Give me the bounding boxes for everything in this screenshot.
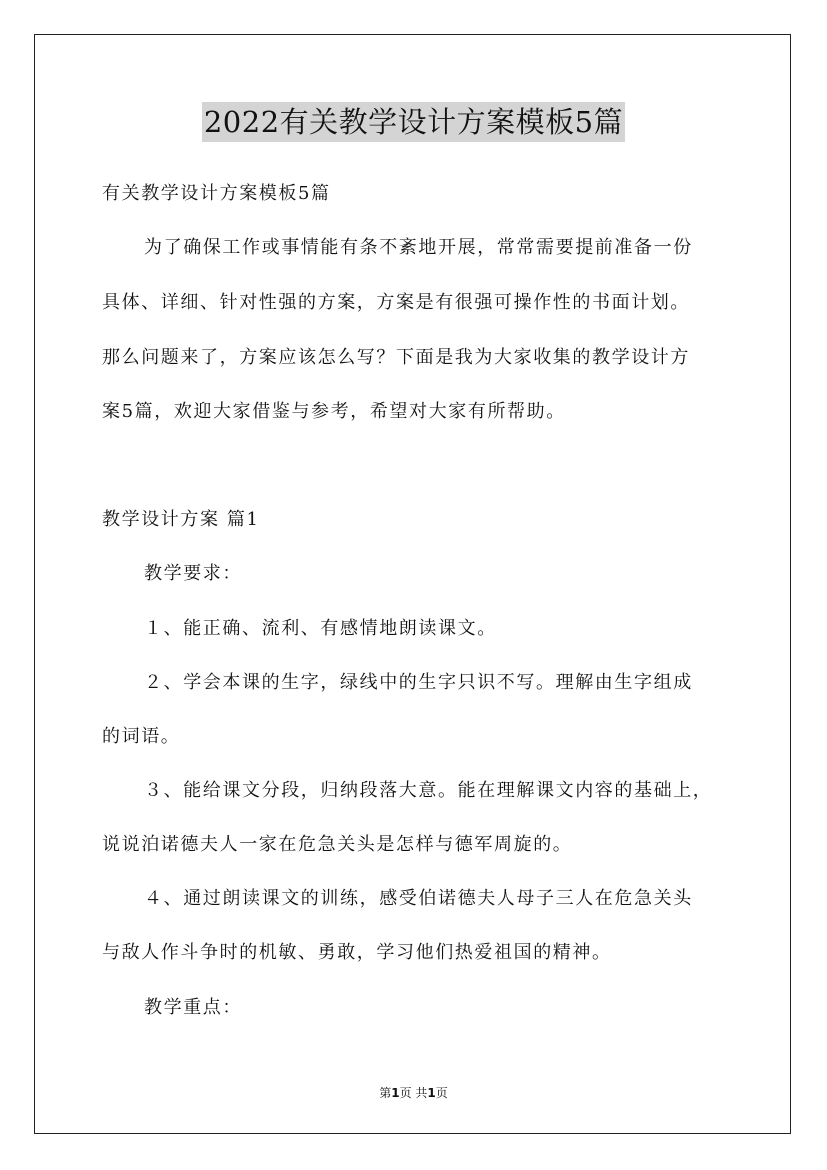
title-wrap xyxy=(0,102,827,142)
footer-page-total: 1 xyxy=(427,1086,436,1100)
document-title: 2022有关教学设计方案模板5篇 xyxy=(202,102,625,142)
requirement-4-cont: 与敌人作斗争时的机敏、勇敢，学习他们热爱祖国的精神。 xyxy=(102,942,612,963)
requirement-2-cont: 的词语。 xyxy=(102,726,181,747)
footer-page-mid: 页 共 xyxy=(399,1086,428,1100)
requirement-1: １、能正确、流利、有感情地朗读课文。 xyxy=(144,618,497,639)
section1-heading: 教学设计方案 篇1 xyxy=(102,509,260,530)
requirement-2: ２、学会本课的生字，绿线中的生字只识不写。理解由生字组成 xyxy=(144,672,693,693)
intro-line-2: 具体、详细、针对性强的方案，方案是有很强可操作性的书面计划。 xyxy=(102,292,690,313)
footer-page-suffix: 页 xyxy=(435,1086,448,1100)
intro-line-3: 那么问题来了，方案应该怎么写？下面是我为大家收集的教学设计方 xyxy=(102,347,690,368)
page-footer xyxy=(0,1085,827,1101)
requirement-3-cont: 说说泊诺德夫人一家在危急关头是怎样与德军周旋的。 xyxy=(102,834,573,855)
requirements-label: 教学要求： xyxy=(144,563,242,584)
intro-line-1: 为了确保工作或事情能有条不紊地开展，常常需要提前准备一份 xyxy=(144,237,693,258)
requirement-4: ４、通过朗读课文的训练，感受伯诺德夫人母子三人在危急关头 xyxy=(144,888,693,909)
intro-line-4: 案5篇，欢迎大家借鉴与参考，希望对大家有所帮助。 xyxy=(102,401,566,422)
footer-page-number: 1 xyxy=(391,1086,400,1100)
footer-page-prefix: 第 xyxy=(379,1086,392,1100)
document-subtitle: 有关教学设计方案模板5篇 xyxy=(102,183,331,204)
requirement-3: ３、能给课文分段，归纳段落大意。能在理解课文内容的基础上， xyxy=(144,780,713,801)
key-points-label: 教学重点： xyxy=(144,997,242,1018)
